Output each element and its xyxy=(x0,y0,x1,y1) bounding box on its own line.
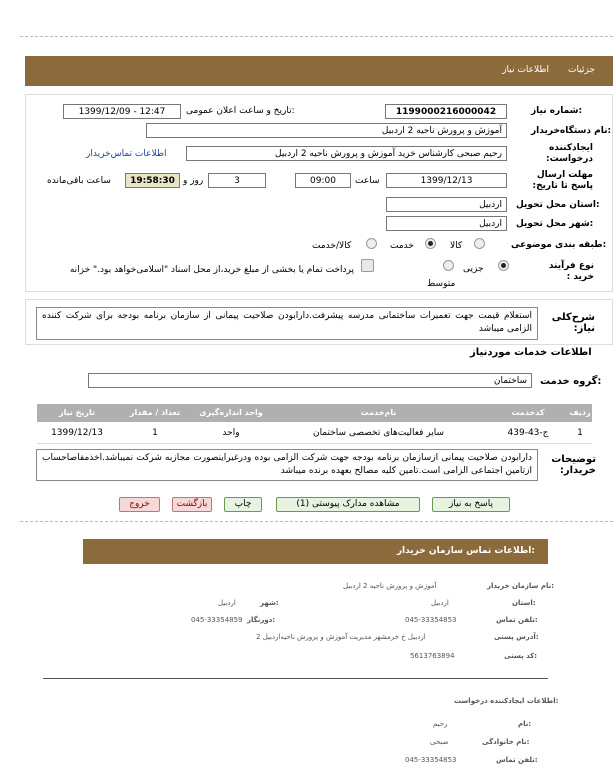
contact-header-bar xyxy=(83,539,548,564)
days-label: روز و xyxy=(183,176,204,186)
col-qty: تعداد / مقدار xyxy=(117,404,193,422)
process-medium-radio[interactable] xyxy=(443,260,454,271)
creator-family-value: صبحی xyxy=(430,738,449,746)
category-goods-label: کالا xyxy=(450,241,463,251)
announce-label: تاریخ و ساعت اعلان عمومی: xyxy=(186,106,295,116)
contact-phone-label: تلفن تماس: xyxy=(496,616,538,624)
category-service-radio[interactable] xyxy=(425,238,436,249)
cell-qty: 1 xyxy=(152,428,158,438)
process-label: نوع فرآیند خرید : xyxy=(548,261,594,282)
category-service-label: خدمت xyxy=(390,241,414,251)
buyer-notes-box: دارابودن صلاحیت پیمانی ازسازمان برنامه بودجه جهت شرکت الزامی بوده ودرغیراینصورت مجازبه شرکت نمیباشد.اخذمفاصاحساب ازتامین اجتماعی الزامی است.تامین کلیه مصالح بعهده برنده میباشد xyxy=(36,449,538,481)
breadcrumb-need-info[interactable]: اطلاعات نیاز xyxy=(502,65,549,75)
creator-family-label: نام خانوادگی: xyxy=(482,738,530,746)
category-label: طبقه بندی موضوعی: xyxy=(511,240,607,250)
exit-button[interactable]: خروج xyxy=(119,497,160,512)
creator-label: ایجادکننده درخواست: xyxy=(546,143,593,164)
service-group-label: گروه خدمت: xyxy=(540,376,602,387)
top-divider xyxy=(20,36,613,37)
summary-box: استعلام قیمت جهت تعمیرات ساختمانی مدرسه پیشرفت.دارابودن صلاحیت پیمانی از سازمان برنامه بودجه برای شرکت کننده الزامی میباشد xyxy=(36,307,538,340)
process-partial-label: جزیی xyxy=(463,264,484,274)
contact-postal-value: 5613763894 xyxy=(410,652,455,660)
creator-name-value: رحیم xyxy=(433,720,448,728)
services-title: اطلاعات خدمات موردنیاز xyxy=(470,347,592,358)
creator-phone-label: تلفن تماس: xyxy=(496,756,538,764)
contact-address-value: اردبیل خ خرمشهر مدیریت آموزش و پرورش ناحیه‌اردبیل 2 xyxy=(256,633,426,641)
deadline-label: مهلت ارسال پاسخ تا تاریخ: xyxy=(532,170,593,191)
deadline-date-field: 1399/12/13 xyxy=(386,173,507,188)
category-goods-radio[interactable] xyxy=(474,238,485,249)
need-number-label: شماره نیاز: xyxy=(531,106,583,116)
buyer-org-label: نام دستگاه‌خریدار: xyxy=(531,126,612,136)
services-table-header xyxy=(37,404,592,422)
creator-field: رحیم صبحی کارشناس خرید آموزش و پرورش ناحیه 2 اردبیل xyxy=(186,146,507,161)
contact-postal-label: کد پستی: xyxy=(504,652,538,660)
breadcrumb-details[interactable]: جزئیات xyxy=(568,65,595,75)
contact-org-value: آموزش و پرورش ناحیه 2 اردبیل xyxy=(343,582,437,590)
category-goods-service-label: کالا/خدمت xyxy=(312,241,352,251)
col-code: کدخدمت xyxy=(488,404,568,422)
service-group-field: ساختمان xyxy=(88,373,532,388)
contact-org-label: نام سازمان خریدار: xyxy=(487,582,555,590)
col-date: تاریخ نیاز xyxy=(37,404,117,422)
deadline-time-label: ساعت xyxy=(355,176,380,186)
back-button[interactable]: بازگشت xyxy=(172,497,212,512)
reply-button[interactable]: پاسخ به نیاز xyxy=(432,497,510,512)
need-number-field: 1199000216000042 xyxy=(385,104,507,119)
contact-separator xyxy=(43,678,548,679)
contact-province-label: استان: xyxy=(512,599,536,607)
contact-phone-value: 045-33354853 xyxy=(405,616,457,624)
contact-fax-value: 045-33354859 xyxy=(191,616,243,624)
info-header-bar xyxy=(25,56,613,86)
buyer-org-field: آموزش و پرورش ناحیه 2 اردبیل xyxy=(146,123,507,138)
payment-note: پرداخت تمام یا بخشی از مبلغ خرید،از محل اسناد "اسلامی‌خواهد بود." خزانه xyxy=(69,265,354,275)
cell-name: سایر فعالیت‌های تخصصی ساختمان xyxy=(312,428,445,438)
summary-label: شرح‌کلی نیاز: xyxy=(551,312,595,334)
province-field: اردبیل xyxy=(386,197,507,212)
creator-phone-value: 045-33354853 xyxy=(405,756,457,764)
province-label: استان محل تحویل: xyxy=(516,200,600,210)
remaining-time-field: 19:58:30 xyxy=(125,173,180,188)
deadline-time-field: 09:00 xyxy=(295,173,351,188)
remaining-label: ساعت باقی‌مانده xyxy=(47,176,111,186)
cell-row: 1 xyxy=(577,428,583,438)
col-row: ردیف xyxy=(568,404,592,422)
cell-date: 1399/12/13 xyxy=(51,428,103,438)
contact-address-label: آدرس پستی: xyxy=(494,633,539,641)
contact-city-value: اردبیل xyxy=(218,599,236,607)
view-attachments-button[interactable]: مشاهده مدارک پیوستی (1) xyxy=(276,497,420,512)
contact-fax-label: دورنگار: xyxy=(247,616,276,624)
table-row xyxy=(37,425,592,441)
process-partial-radio[interactable] xyxy=(498,260,509,271)
mid-divider xyxy=(20,521,613,522)
buyer-contact-link[interactable]: اطلاعات تماس‌خریدار xyxy=(86,149,167,159)
cell-unit: واحد xyxy=(222,428,240,438)
category-goods-service-radio[interactable] xyxy=(366,238,377,249)
contact-province-value: اردبیل xyxy=(431,599,449,607)
announce-field: 1399/12/09 - 12:47 xyxy=(63,104,181,119)
city-field: اردبیل xyxy=(386,216,507,231)
creator-info-title: اطلاعات ایجادکننده درخواست: xyxy=(454,697,559,705)
city-label: شهر محل تحویل: xyxy=(516,219,594,229)
col-unit: واحد اندازه‌گیری xyxy=(193,404,269,422)
treasury-payment-checkbox[interactable] xyxy=(361,259,374,272)
col-name: نام‌خدمت xyxy=(269,404,488,422)
process-medium-label: متوسط xyxy=(427,279,456,289)
print-button[interactable]: چاپ xyxy=(224,497,262,512)
contact-city-label: شهر: xyxy=(260,599,279,607)
buyer-notes-label: توضیحات خریدار: xyxy=(551,454,596,476)
creator-name-label: نام: xyxy=(518,720,532,728)
table-bottom-line xyxy=(37,443,592,444)
contact-title: اطلاعات تماس سازمان خریدار: xyxy=(396,546,535,556)
cell-code: ج-43-439 xyxy=(507,428,549,438)
days-field: 3 xyxy=(208,173,266,188)
